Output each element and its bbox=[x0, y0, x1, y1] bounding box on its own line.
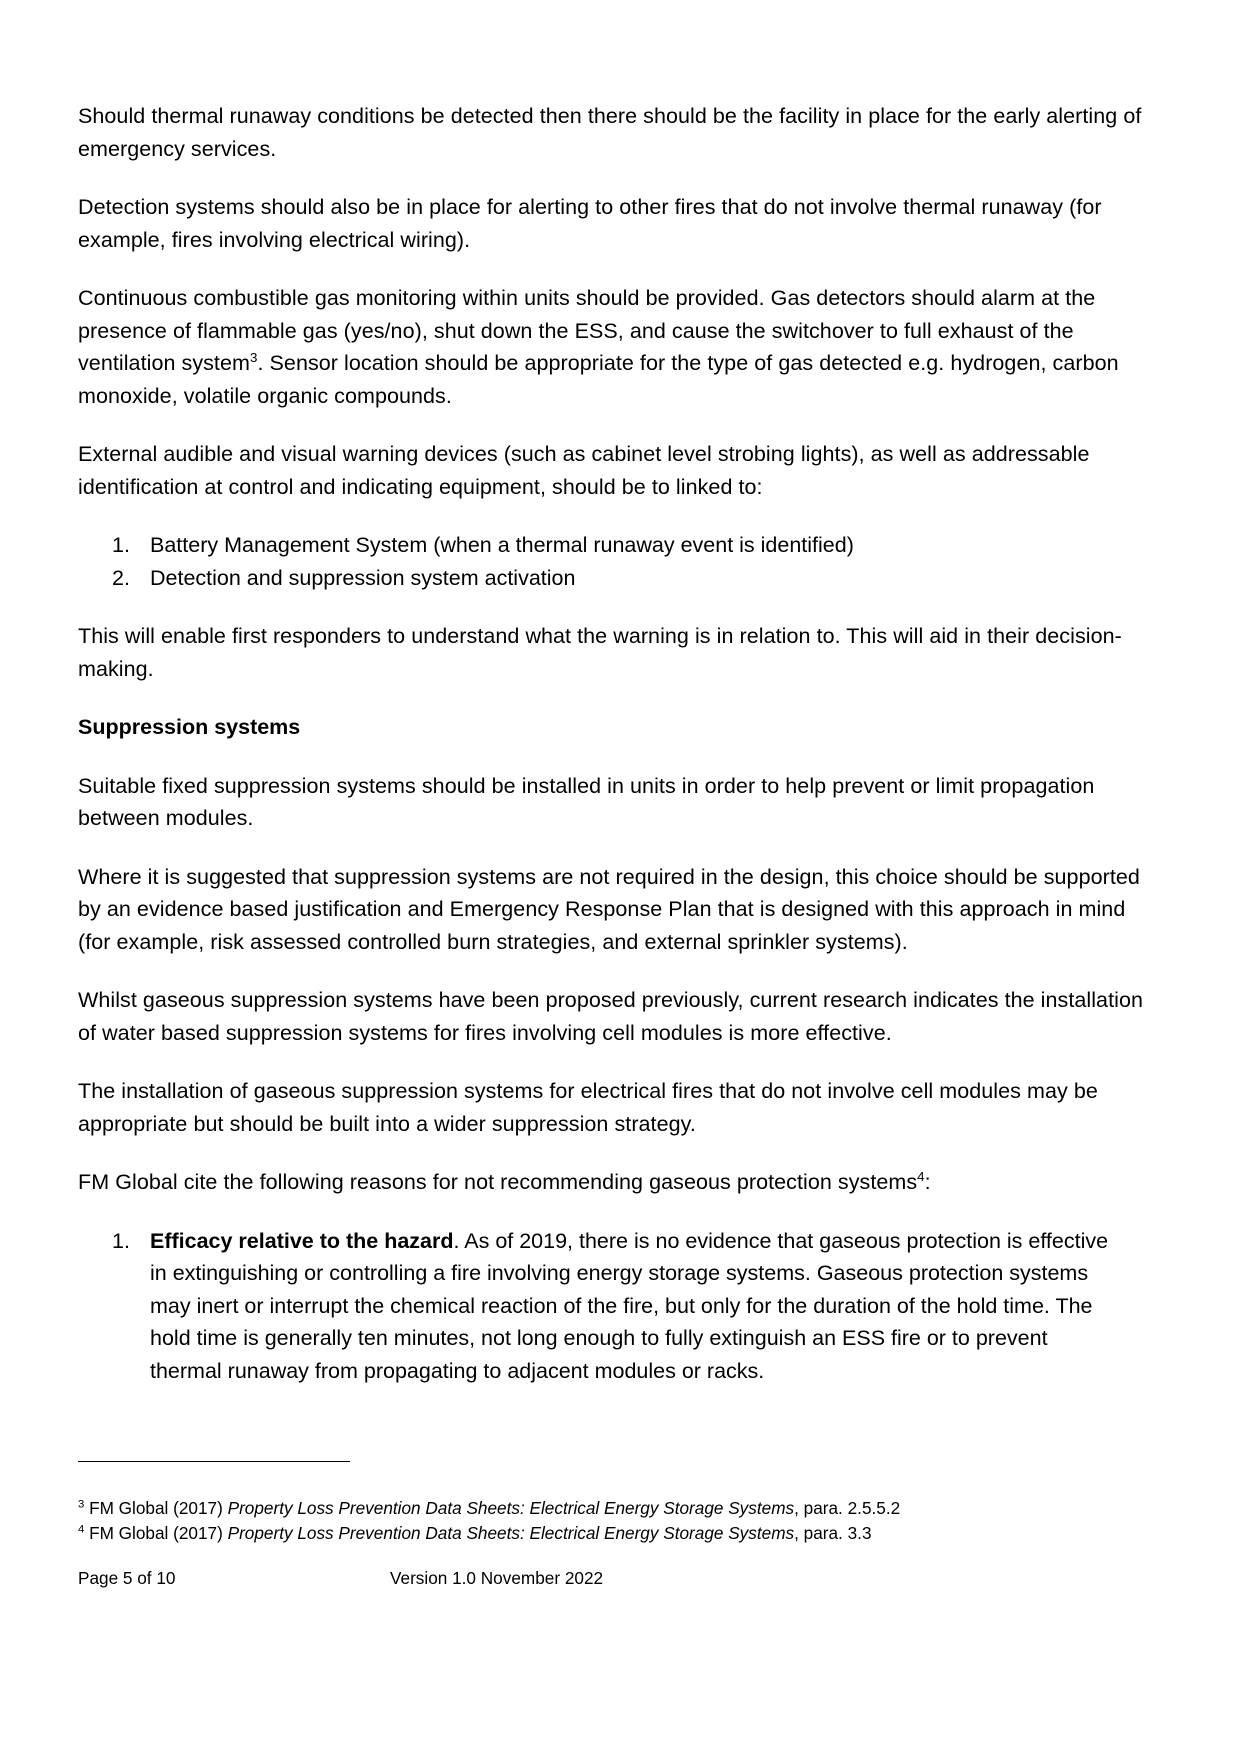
paragraph-detection-systems: Detection systems should also be in place for alerting to other fires that do not involve thermal runaway (for example, fires involving electrical wiring). bbox=[78, 195, 1102, 252]
version-label: Version 1.0 November 2022 bbox=[390, 1568, 604, 1588]
footnote-marker-4: 4 bbox=[78, 1523, 85, 1536]
list-item-label: Battery Management System (when a thermal runaway event is identified) bbox=[150, 533, 854, 557]
list-linked-to bbox=[78, 529, 1144, 594]
footnote-area bbox=[78, 1461, 1144, 1546]
paragraph-first-responders: This will enable first responders to understand what the warning is in relation to. This will aid in their decision-making. bbox=[78, 624, 1122, 681]
paragraph-gaseous-vs-water: Whilst gaseous suppression systems have been proposed previously, current research indicates the installation of water based suppression systems for fires involving cell modules is more effective. bbox=[78, 988, 1143, 1045]
footnote-3-suffix: , para. 2.5.5.2 bbox=[794, 1498, 901, 1518]
paragraph-thermal-runaway-alerting: Should thermal runaway conditions be detected then there should be the facility in place for the early alerting of emergency services. bbox=[78, 104, 1142, 161]
footnote-3-prefix: FM Global (2017) bbox=[84, 1498, 228, 1518]
list-item bbox=[150, 529, 1144, 562]
paragraph-gas-monitoring bbox=[78, 282, 1144, 412]
page-number-label: Page 5 of 10 bbox=[78, 1568, 176, 1588]
page-footer bbox=[78, 1566, 1144, 1590]
paragraph-warning-devices: External audible and visual warning devices (such as cabinet level strobing lights), as well as addressable identification at control and indicating equipment, should be to linked to: bbox=[78, 442, 1090, 499]
paragraph-fm-global-text-before-footnote: FM Global cite the following reasons for not recommending gaseous protection systems bbox=[78, 1170, 918, 1194]
footnote-4 bbox=[78, 1521, 1144, 1546]
paragraph-fixed-suppression: Suitable fixed suppression systems should be installed in units in order to help prevent or limit propagation between modules. bbox=[78, 773, 1095, 830]
paragraph-gaseous-electrical-fires: The installation of gaseous suppression systems for electrical fires that do not involve cell modules may be appropriate but should be built into a wider suppression strategy. bbox=[78, 1079, 1098, 1136]
footnote-reference-3: 3 bbox=[249, 349, 258, 365]
footnote-4-title: Property Loss Prevention Data Sheets: Electrical Energy Storage Systems bbox=[227, 1523, 795, 1543]
footnote-4-prefix: FM Global (2017) bbox=[84, 1523, 228, 1543]
footnote-3 bbox=[78, 1496, 1144, 1521]
list-fm-global-reasons bbox=[78, 1225, 1144, 1388]
footnote-reference-4: 4 bbox=[917, 1168, 925, 1184]
footnote-3-title: Property Loss Prevention Data Sheets: Electrical Energy Storage Systems bbox=[227, 1498, 795, 1518]
footnote-4-suffix: , para. 3.3 bbox=[794, 1523, 872, 1543]
heading-suppression-systems: Suppression systems bbox=[78, 715, 301, 739]
list-item-label: Detection and suppression system activation bbox=[150, 565, 576, 590]
paragraph-fm-global-text-after-footnote: : bbox=[924, 1170, 931, 1194]
paragraph-no-suppression-justification: Where it is suggested that suppression systems are not required in the design, this choice should be supported by an evidence based justification and Emergency Response Plan that is designed with this approach in mind (for example, risk assessed controlled burn strategies, and external sprinkler systems). bbox=[78, 864, 1140, 954]
paragraph-gas-monitoring-text-before-footnote: Continuous combustible gas monitoring within units should be provided. Gas detectors should alarm at the presence of flammable gas (yes/no), shut down the ESS, and cause the switchover to full exhaust of the ventilation system bbox=[78, 286, 1096, 375]
list-item-label: . As of 2019, there is no evidence that gaseous protection is effective in extinguishing or controlling a fire involving energy storage systems. Gaseous protection systems may inert or interrupt the chemical reaction of the fire, but only for the duration of the hold time. The hold time is generally ten minutes, not long enough to fully extinguish an ESS fire or to prevent thermal runaway from propagating to adjacent modules or racks. bbox=[150, 1228, 1109, 1383]
footnote-separator-rule bbox=[78, 1461, 350, 1462]
paragraph-fm-global-reasons-intro bbox=[78, 1166, 1144, 1199]
list-item-lead: Efficacy relative to the hazard bbox=[150, 1228, 454, 1253]
list-item bbox=[150, 1225, 1144, 1388]
list-item bbox=[150, 562, 1144, 595]
footnote-marker-3: 3 bbox=[78, 1498, 85, 1511]
paragraph-gas-monitoring-text-after-footnote: . Sensor location should be appropriate for the type of gas detected e.g. hydrogen, carbon monoxide, volatile organic compounds. bbox=[78, 351, 1119, 408]
